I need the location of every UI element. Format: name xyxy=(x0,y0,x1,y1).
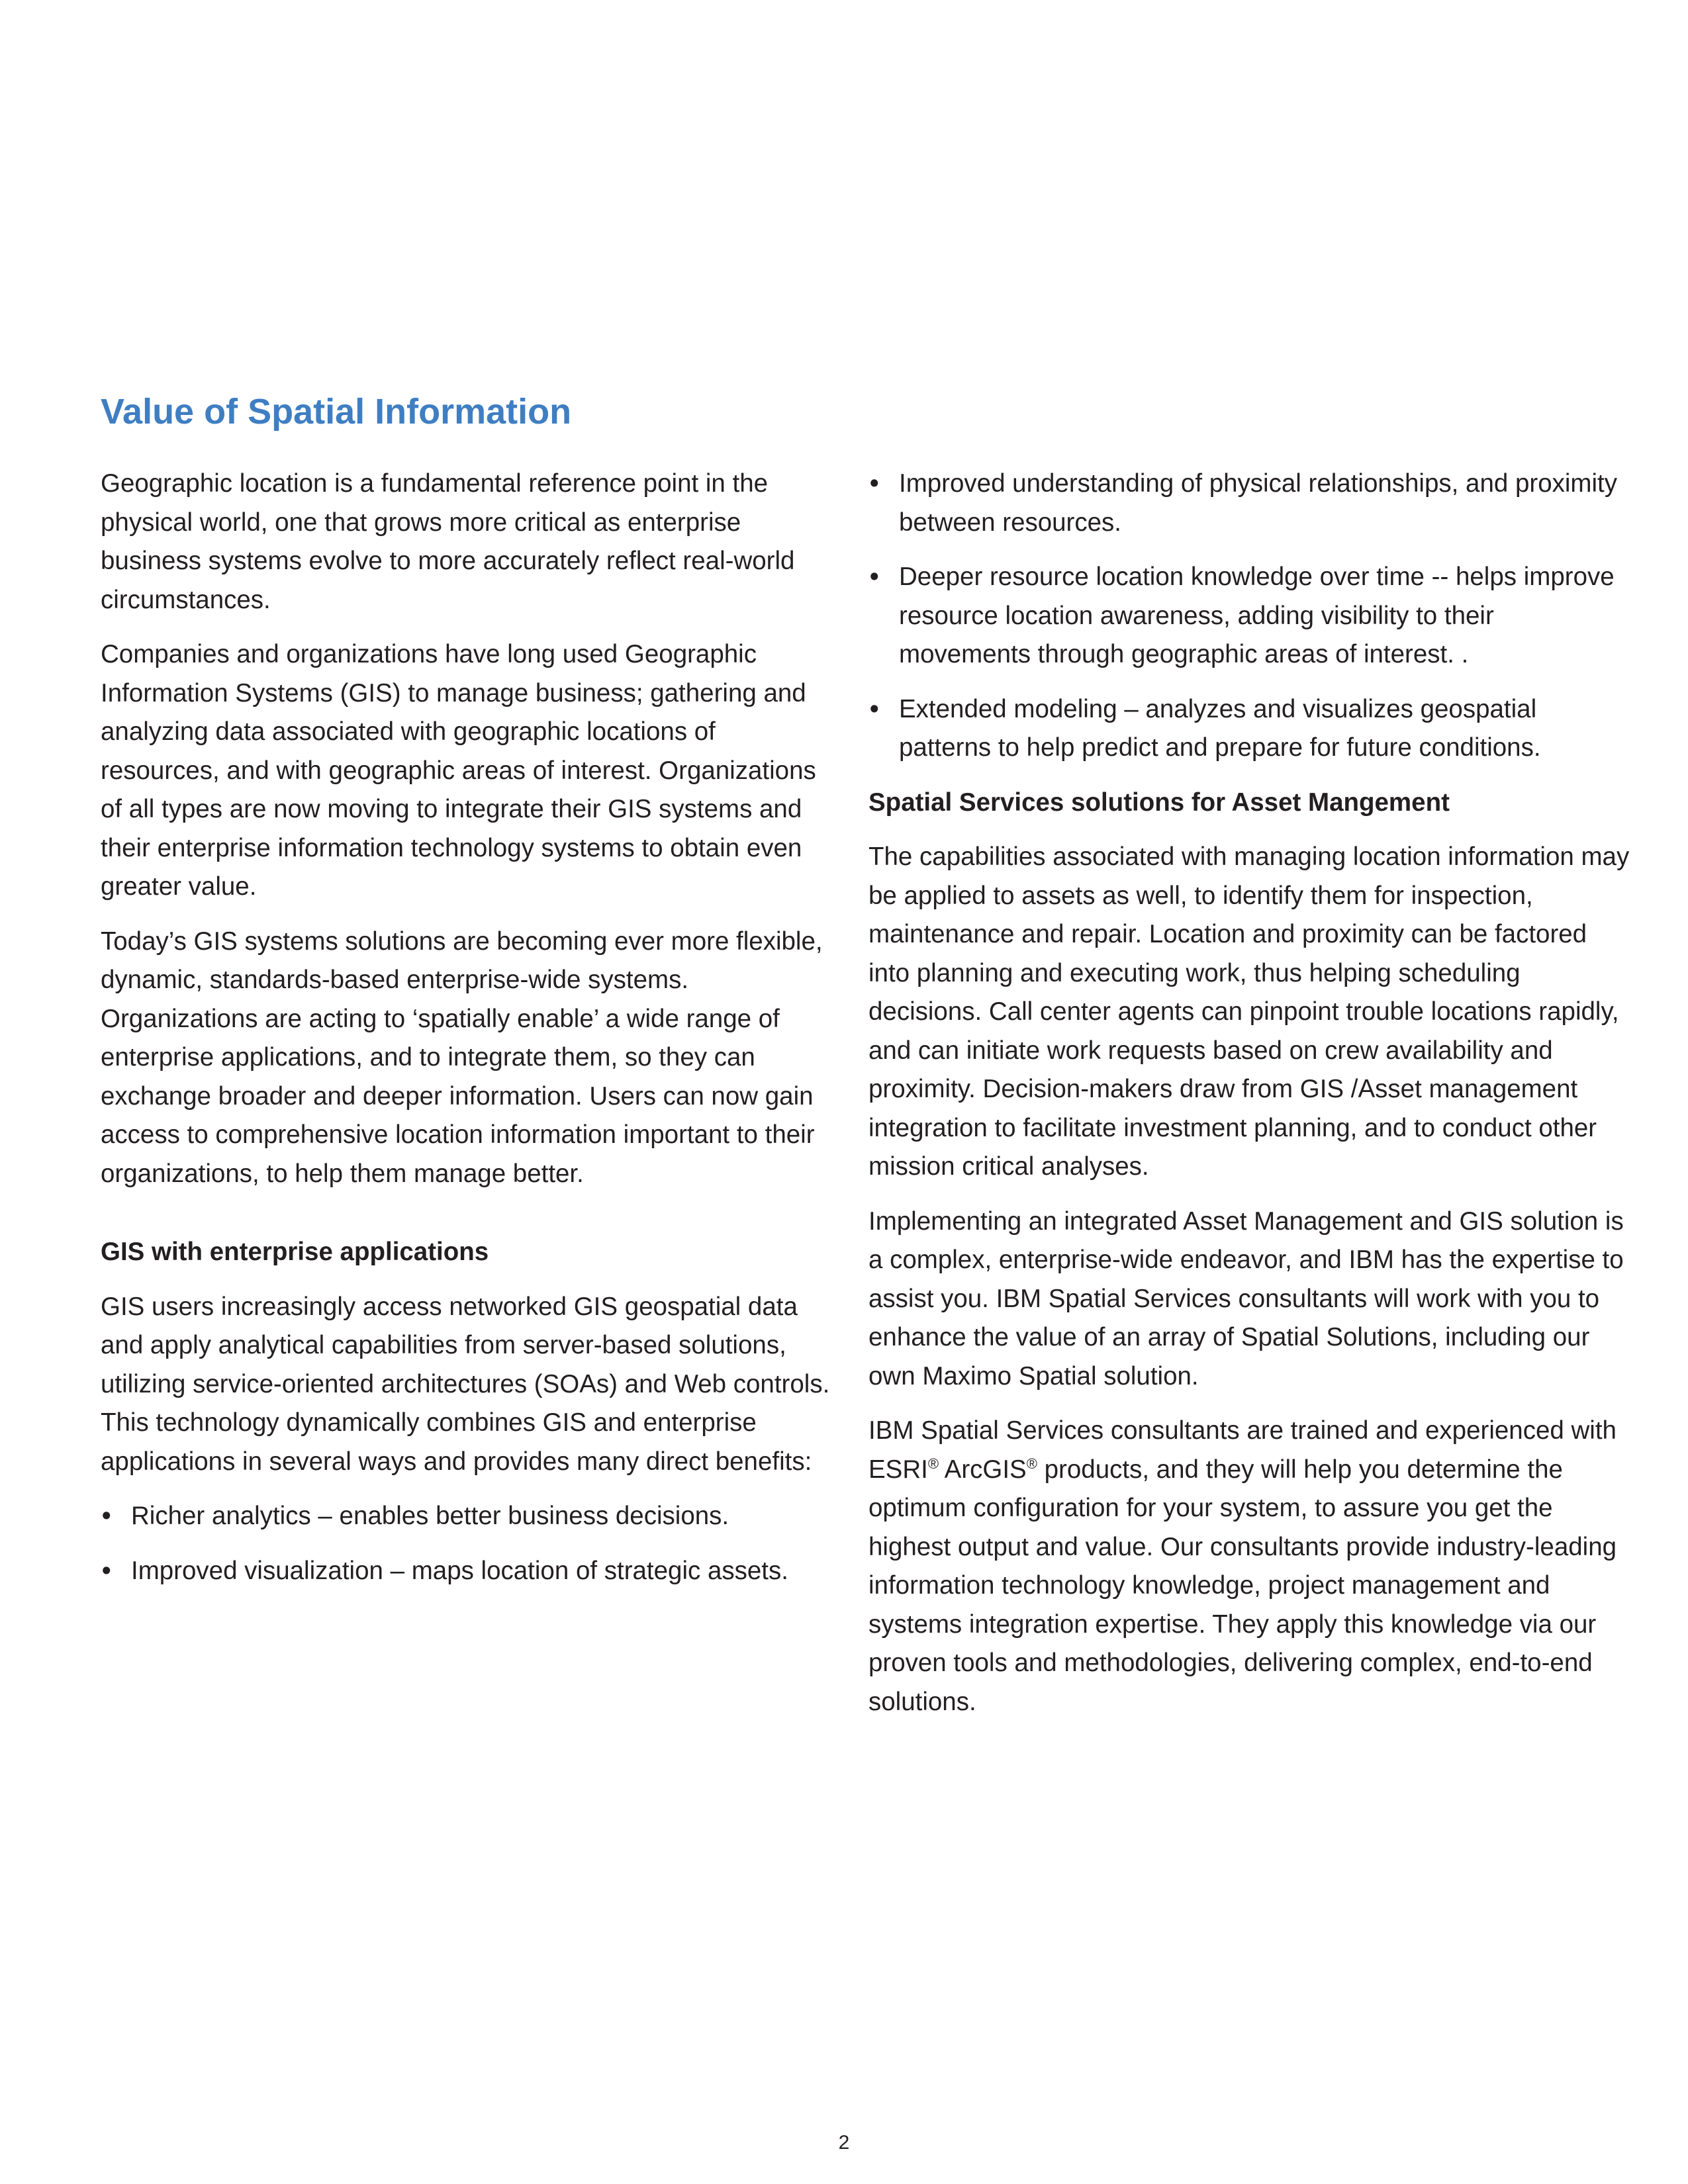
section-heading-asset-management: Spatial Services solutions for Asset Mangement xyxy=(868,788,1450,817)
bullet-icon: • xyxy=(870,469,879,498)
gis-enterprise-paragraph: GIS users increasingly access networked GIS geospatial data and apply analytical capabilities from server-based solutions, utilizing service-oriented architectures (SOAs) and Web controls. This technology dynamically combines GIS and enterprise applications in several ways and provides many direct benefits: xyxy=(101,1292,830,1476)
consultants-text-part2: ArcGIS xyxy=(939,1455,1027,1484)
list-item xyxy=(101,1497,835,1536)
asset-capabilities-paragraph: The capabilities associated with managing location information may be applied to assets as well, to identify them for inspection, maintenance and repair. Location and proximity can be factored into planning and executing work, thus helping scheduling decisions. Call center agents can pinpoint trouble locations rapidly, and can initiate work requests based on crew availability and proximity. Decision-makers draw from GIS /Asset management integration to facilitate investment planning, and to conduct other mission critical analyses. xyxy=(868,842,1630,1181)
benefits-list xyxy=(101,1497,835,1590)
bullet-icon: • xyxy=(870,563,879,591)
registered-mark: ® xyxy=(927,1455,939,1472)
list-item-text: Improved visualization – maps location of strategic assets. xyxy=(131,1556,788,1585)
intro-paragraph: Geographic location is a fundamental reference point in the physical world, one that grows more critical as enterprise business systems evolve to more accurately reflect real-world circumstances. xyxy=(101,469,795,614)
bullet-icon: • xyxy=(102,1556,111,1585)
list-item xyxy=(868,690,1630,768)
right-column xyxy=(868,465,1630,1737)
ibm-expertise-paragraph: Implementing an integrated Asset Management and GIS solution is a complex, enterprise-wide endeavor, and IBM has the expertise to assist you. IBM Spatial Services consultants will work with you to enhance the value of an array of Spatial Solutions, including our own Maximo Spatial solution. xyxy=(868,1206,1624,1390)
gis-history-paragraph: Companies and organizations have long used Geographic Information Systems (GIS) to manage business; gathering and analyzing data associated with geographic locations of resources, and with geographic areas of interest. Organizations of all types are now moving to integrate their GIS systems and their enterprise information technology systems to obtain even greater value. xyxy=(101,640,816,901)
list-item-text: Richer analytics – enables better business decisions. xyxy=(131,1502,729,1530)
list-item-text: Improved understanding of physical relationships, and proximity between resources. xyxy=(899,469,1617,537)
bullet-icon: • xyxy=(870,694,879,723)
page-number: 2 xyxy=(838,2132,850,2154)
consultants-text-part3: products, and they will help you determine the optimum configuration for your system, to assure you get the highest output and value. Our consultants provide industry-leading information technology knowledge, project management and systems integration expertise. They apply this knowledge via our proven tools and methodologies, delivering complex, end-to-end solutions. xyxy=(868,1455,1617,1716)
bullet-icon: • xyxy=(102,1502,111,1530)
page-title: Value of Spatial Information xyxy=(101,392,572,432)
list-item xyxy=(101,1552,835,1591)
list-item xyxy=(868,465,1630,542)
list-item xyxy=(868,558,1630,674)
benefits-list-continued xyxy=(868,465,1630,768)
left-column xyxy=(101,465,835,1606)
consultants-text-part1: IBM Spatial Services consultants are trained and experienced with ESRI xyxy=(868,1416,1617,1484)
list-item-text: Deeper resource location knowledge over time -- helps improve resource location awareness, adding visibility to their movements through geographic areas of interest. . xyxy=(899,563,1615,668)
list-item-text: Extended modeling – analyzes and visualizes geospatial patterns to help predict and prepare for future conditions. xyxy=(899,694,1541,762)
consultants-paragraph xyxy=(868,1412,1630,1721)
section-heading-gis-enterprise: GIS with enterprise applications xyxy=(101,1238,489,1266)
registered-mark: ® xyxy=(1026,1455,1037,1472)
gis-today-paragraph: Today’s GIS systems solutions are becoming ever more flexible, dynamic, standards-based enterprise-wide systems. Organizations are acting to ‘spatially enable’ a wide range of enterprise applications, and to integrate them, so they can exchange broader and deeper information. Users can now gain access to comprehensive location information important to their organizations, to help them manage better. xyxy=(101,927,823,1188)
